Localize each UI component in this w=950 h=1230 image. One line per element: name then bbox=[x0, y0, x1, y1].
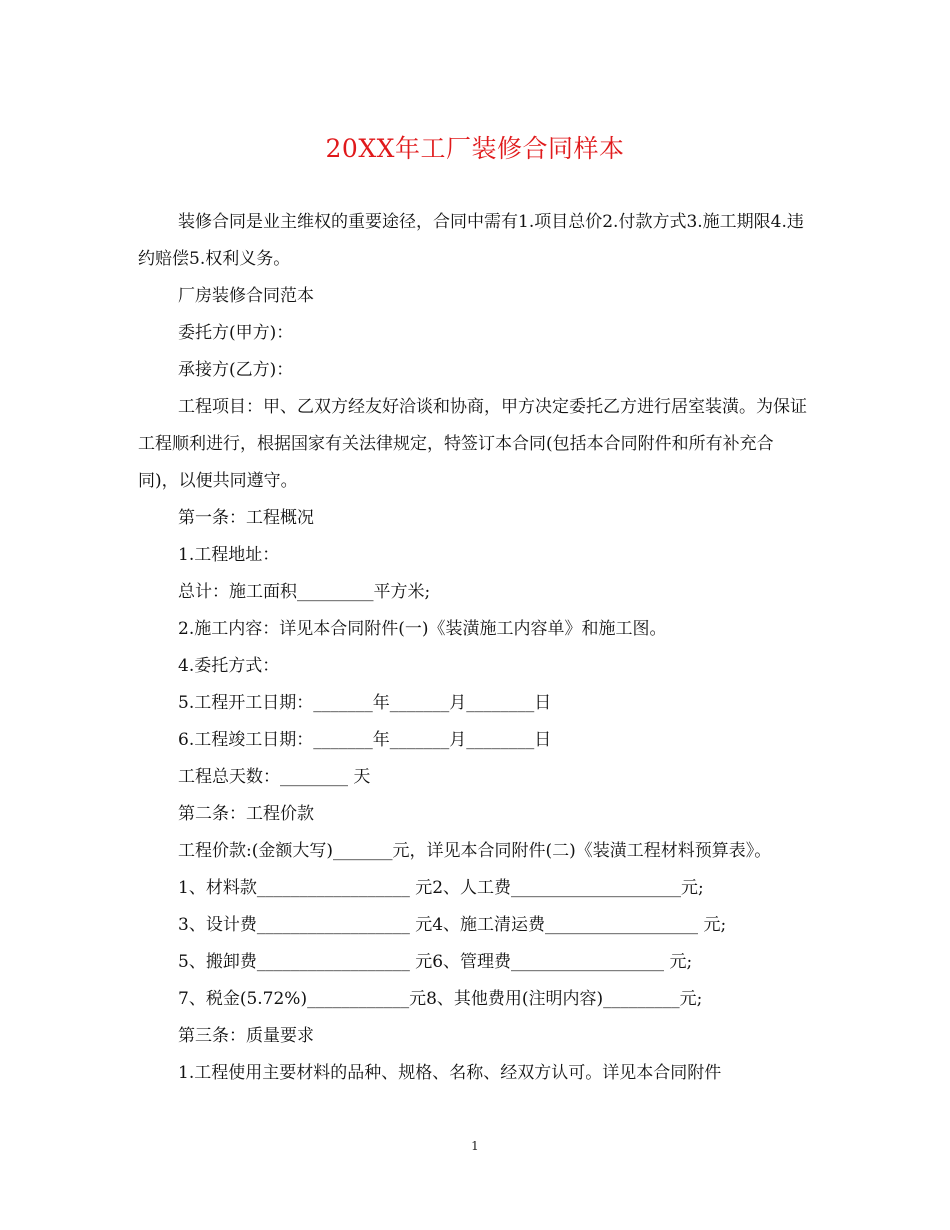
project-price-paragraph: 工程价款:(金额大写)_______元，详见本合同附件(二)《装潢工程材料预算表》。 bbox=[178, 841, 772, 861]
article-3-heading: 第三条：质量要求 bbox=[178, 1026, 314, 1046]
intro-paragraph: 装修合同是业主维权的重要途径，合同中需有1.项目总价2.付款方式3.施工期限4.违约赔偿5.权利义务。 bbox=[138, 212, 804, 269]
party-b-line: 承接方(乙方)： bbox=[178, 360, 294, 380]
completion-date-line: 6.工程竣工日期：_______年_______月________日 bbox=[178, 730, 552, 750]
document-title: 20XX年工厂装修合同样本 bbox=[325, 134, 625, 163]
cost-line-3: 5、搬卸费__________________ 元6、管理费__________________ 元; bbox=[178, 952, 693, 972]
cost-line-1: 1、材料款__________________ 元2、人工费____________________元; bbox=[178, 878, 704, 898]
project-paragraph: 工程项目：甲、乙双方经友好洽谈和协商，甲方决定委托乙方进行居室装潢。为保证工程顺利进行，根据国家有关法律规定，特签订本合同(包括本合同附件和所有补充合同)，以便共同遵守。 bbox=[138, 397, 807, 491]
start-date-line: 5.工程开工日期：_______年_______月________日 bbox=[178, 693, 552, 713]
article-1-heading: 第一条：工程概况 bbox=[178, 508, 314, 528]
article-2-heading: 第二条：工程价款 bbox=[178, 804, 314, 824]
cost-line-4: 7、税金(5.72%)____________元8、其他费用(注明内容)_________元; bbox=[178, 989, 703, 1009]
total-days-line: 工程总天数：________ 天 bbox=[178, 767, 371, 787]
project-address-line: 1.工程地址： bbox=[178, 545, 280, 565]
cost-line-2: 3、设计费__________________ 元4、施工清运费__________________ 元; bbox=[178, 915, 727, 935]
materials-quality-line: 1.工程使用主要材料的品种、规格、名称、经双方认可。详见本合同附件 bbox=[178, 1063, 722, 1083]
party-a-line: 委托方(甲方)： bbox=[178, 323, 294, 343]
page-number: 1 bbox=[471, 1139, 479, 1153]
document-body bbox=[138, 204, 810, 1092]
construction-area-line: 总计：施工面积_________平方米; bbox=[178, 582, 431, 602]
construction-content-line: 2.施工内容：详见本合同附件(一)《装潢施工内容单》和施工图。 bbox=[178, 619, 667, 639]
contract-subtitle: 厂房装修合同范本 bbox=[178, 286, 314, 306]
commission-method-line: 4.委托方式： bbox=[178, 656, 280, 676]
